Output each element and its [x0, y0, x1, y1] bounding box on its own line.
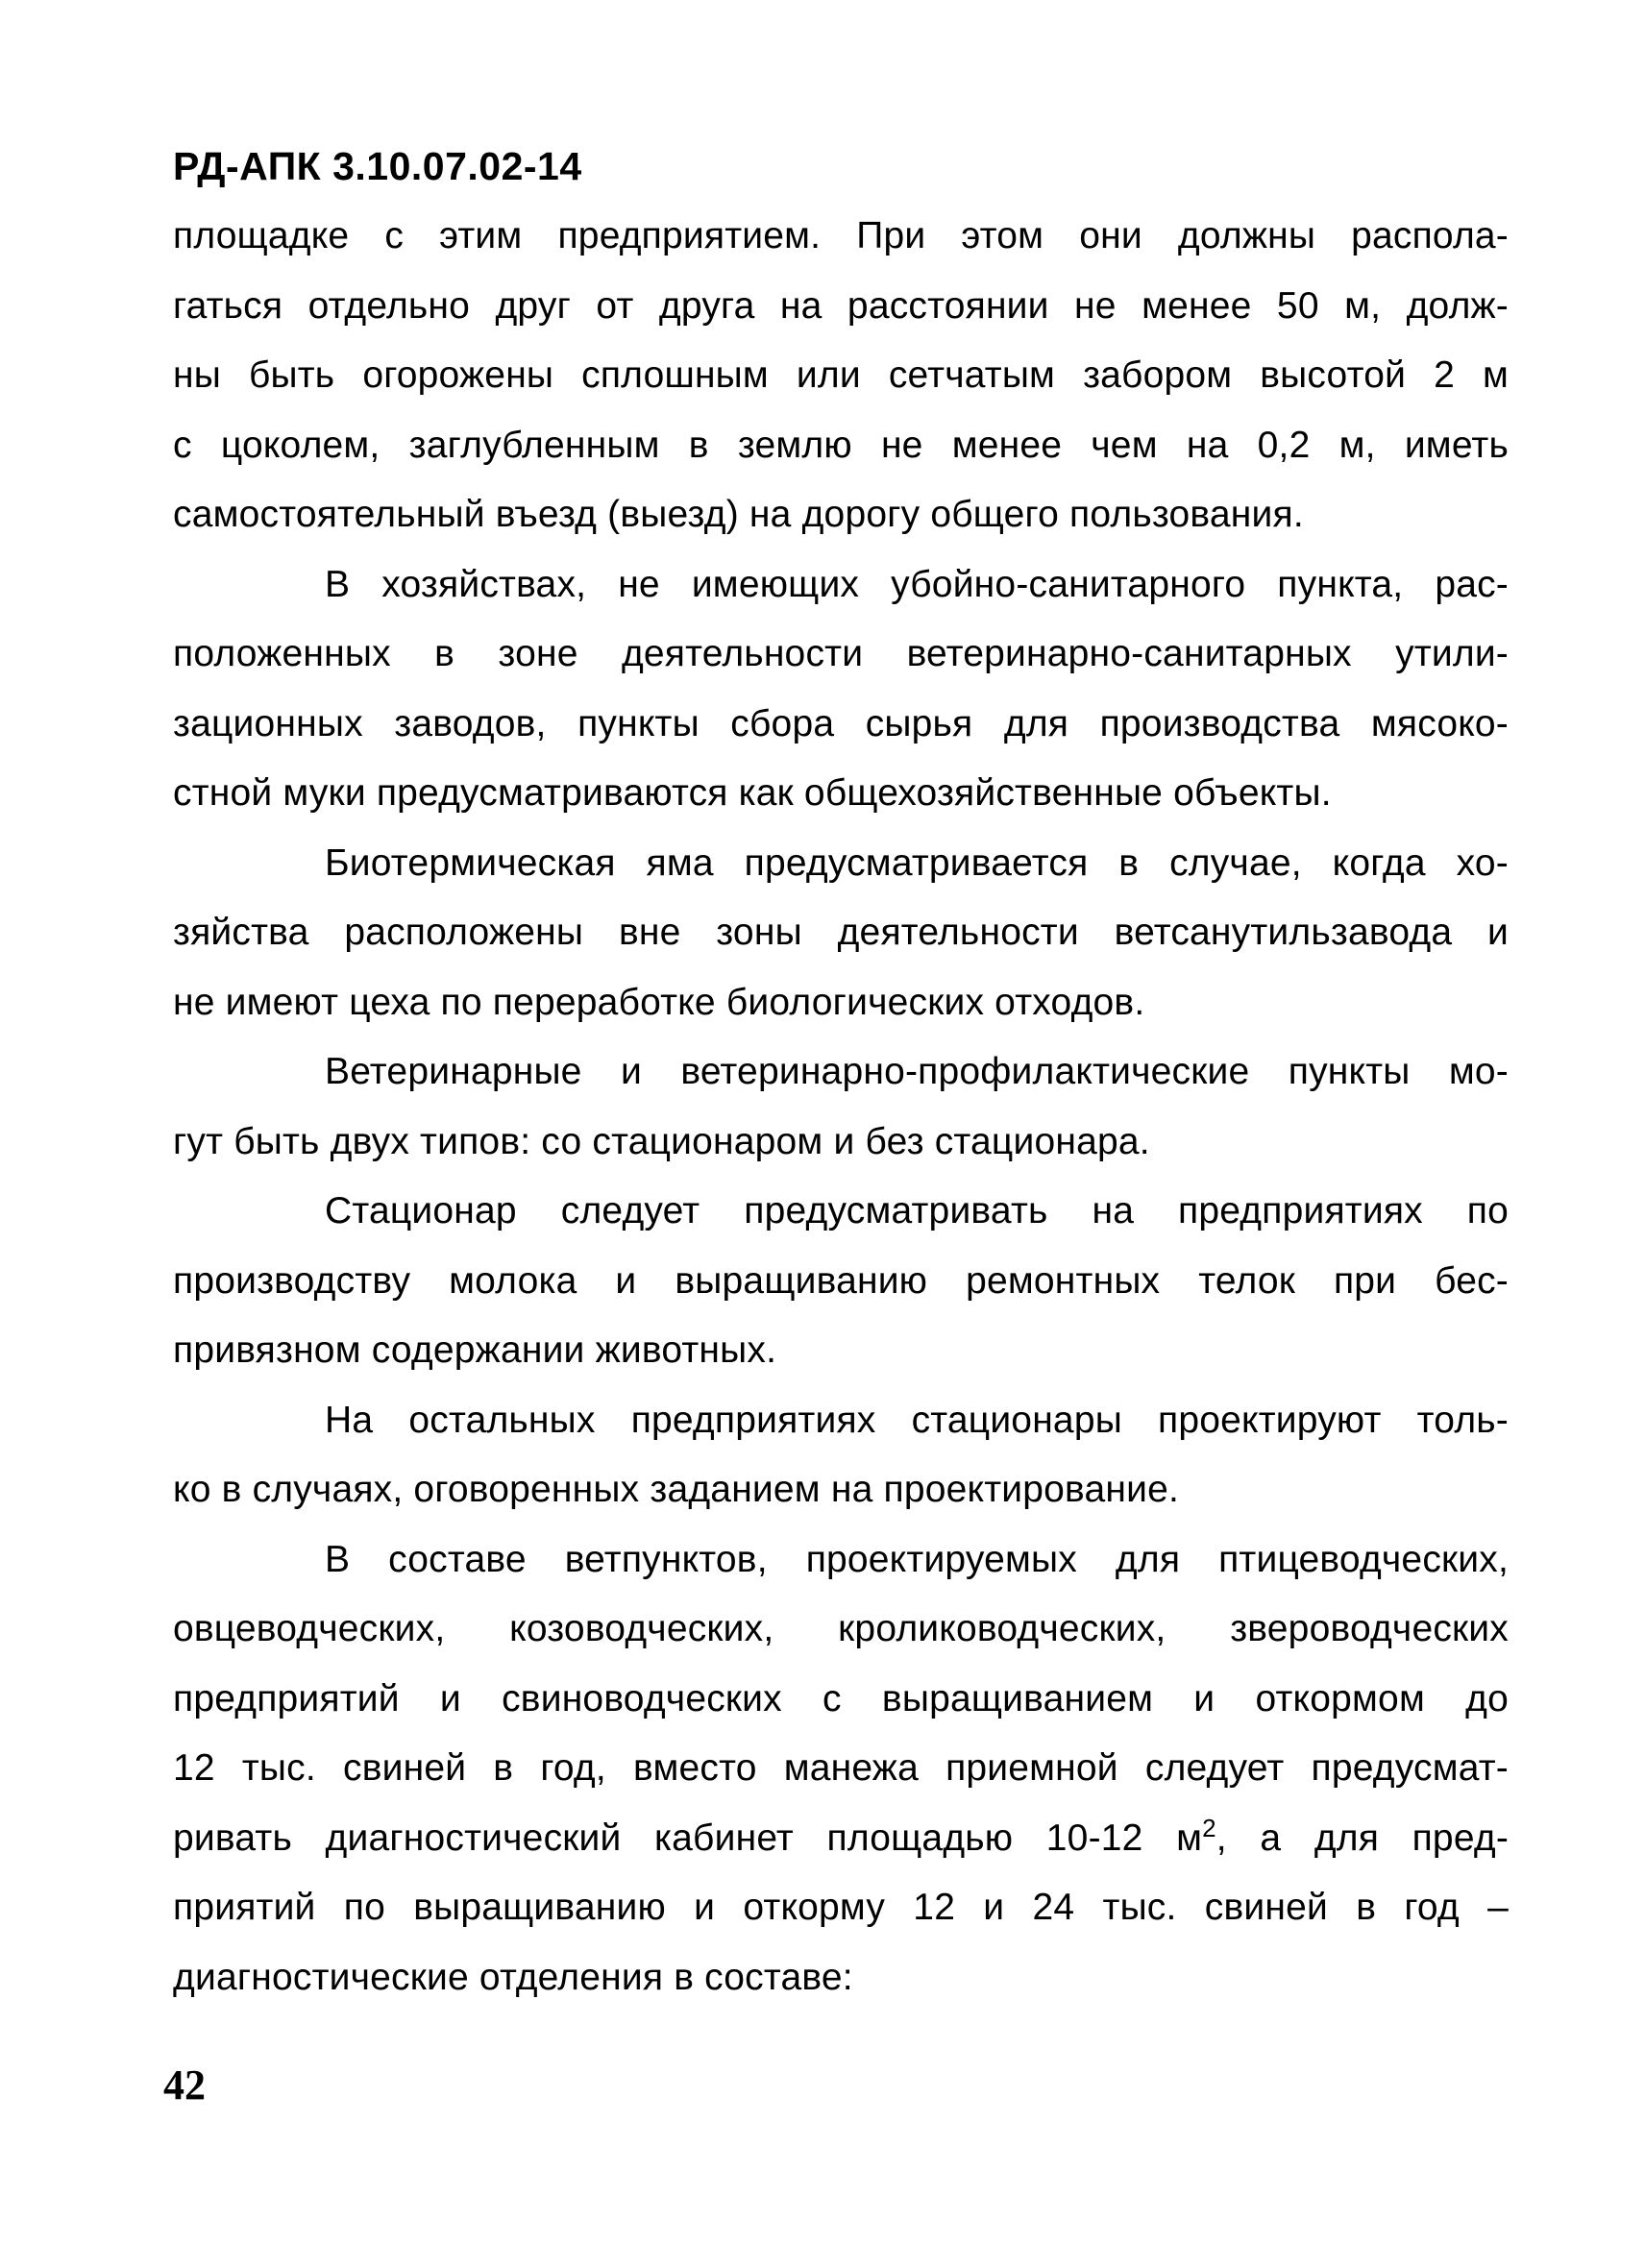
text-line: Ветеринарные и ветеринарно-профилактические пункты мо- [325, 1051, 1509, 1092]
text-line: овцеводческих, козоводческих, кролиководческих, звероводческих [173, 1608, 1509, 1649]
text-line-with-superscript [173, 1804, 1509, 1874]
text-line: В составе ветпунктов, проектируемых для птицеводческих, [325, 1538, 1509, 1580]
document-code-header: РД-АПК 3.10.07.02-14 [173, 144, 582, 188]
text-line: предприятий и свиноводческих с выращиванием и откормом до [173, 1677, 1509, 1719]
text-line: положенных в зоне деятельности ветеринарно-санитарных утили- [173, 633, 1509, 674]
text-line: с цоколем, заглубленным в землю не менее чем на 0,2 м, иметь [173, 424, 1509, 466]
text-line: В хозяйствах, не имеющих убойно-санитарного пункта, рас- [325, 563, 1509, 605]
text-line: гут быть двух типов: со стационаром и без стационара. [173, 1120, 1150, 1162]
text-line: производству молока и выращиванию ремонтных телок при бес- [173, 1259, 1509, 1302]
text-line: приятий по выращиванию и откорму 12 и 24 тыс. свиней в год – [173, 1887, 1509, 1928]
text-line: диагностические отделения в составе: [173, 1956, 853, 1998]
text-line: На остальных предприятиях стационары проектируют толь- [325, 1399, 1509, 1441]
text-line: привязном содержании животных. [173, 1329, 777, 1371]
text-line: гаться отдельно друг от друга на расстоянии не менее 50 м, долж- [173, 284, 1509, 327]
text-line: ко в случаях, оговоренных заданием на проектирование. [173, 1469, 1180, 1510]
text-line: не имеют цеха по переработке биологических отходов. [173, 981, 1145, 1023]
text-line: площадке с этим предприятием. При этом они должны распола- [173, 215, 1509, 256]
text-line: Биотермическая яма предусматривается в случае, когда хо- [325, 841, 1509, 884]
superscript-2: 2 [1202, 1813, 1216, 1842]
text-line: стной муки предусматриваются как общехозяйственные объекты. [173, 772, 1332, 814]
text-line: Стационар следует предусматривать на предприятиях по [325, 1190, 1509, 1232]
text-segment: , а для пред- [1215, 1817, 1510, 1859]
text-line: зяйства расположены вне зоны деятельности ветсанутильзавода и [173, 912, 1509, 953]
text-line: зационных заводов, пункты сбора сырья для производства мясоко- [173, 702, 1509, 744]
text-line: самостоятельный въезд (выезд) на дорогу общего пользования. [173, 494, 1304, 535]
page-number: 42 [163, 2061, 206, 2109]
text-segment: ривать диагностический кабинет площадью 10-12 м [173, 1817, 1203, 1859]
text-line: 12 тыс. свиней в год, вместо манежа приемной следует предусмат- [173, 1747, 1509, 1789]
text-line: ны быть огорожены сплошным или сетчатым забором высотой 2 м [173, 354, 1509, 396]
document-body [173, 202, 1509, 2012]
